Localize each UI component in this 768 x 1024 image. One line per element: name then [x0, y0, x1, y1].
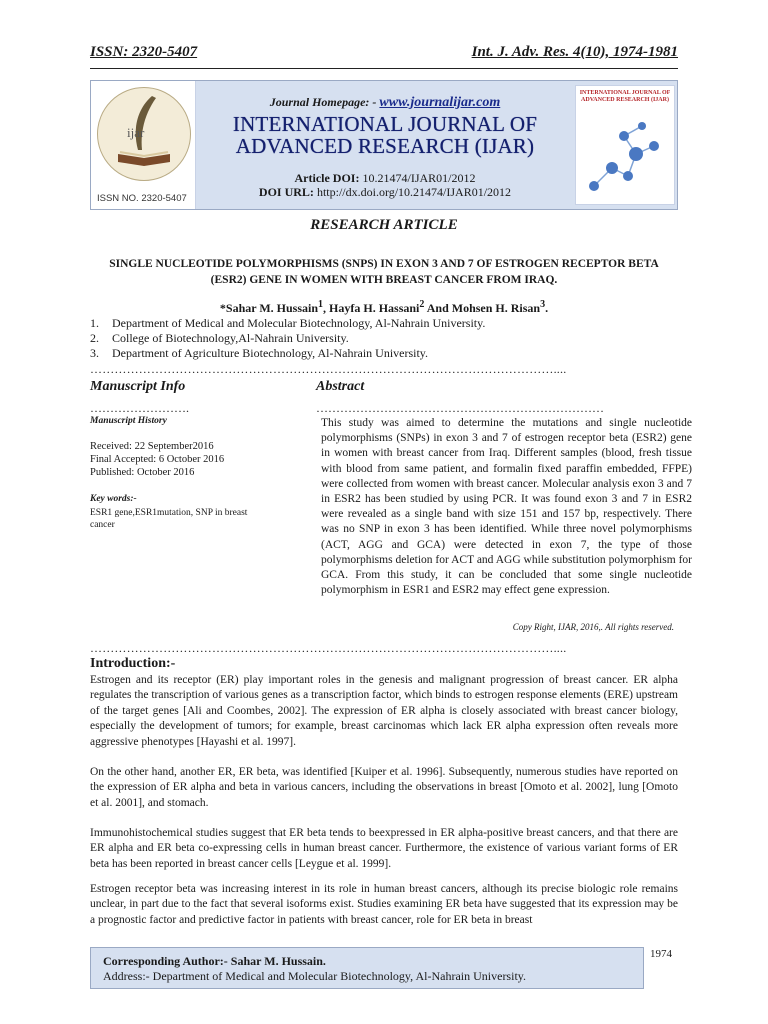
- author-1-affil: 1: [318, 299, 324, 310]
- affiliation-text: Department of Medical and Molecular Biotechnology, Al-Nahrain University.: [112, 316, 486, 330]
- journal-logo: [91, 81, 196, 209]
- introduction-heading: Introduction:-: [90, 656, 176, 671]
- abstract-dots: ………………………………………………………………: [316, 401, 604, 415]
- intro-paragraph-2: On the other hand, another ER, ER beta, was identified [Kuiper et al. 1996]. Subsequently, numerous studies have reported on the expression of ER alpha and beta in various cancers, including the observations in breast [Omoto et al. 2002], lung [Omoto et al. 2001], and stomach.: [90, 766, 678, 809]
- doi-url-link[interactable]: http://dx.doi.org/10.21474/IJAR01/2012: [316, 185, 512, 199]
- corresponding-address: Address:- Department of Medical and Molecular Biotechnology, Al-Nahrain University.: [103, 969, 526, 983]
- manuscript-info-dots: …………………….: [90, 401, 189, 415]
- article-title: SINGLE NUCLEOTIDE POLYMORPHISMS (SNPS) IN EXON 3 AND 7 OF ESTROGEN RECEPTOR BETA (ESR2) GENE IN WOMEN WITH BREAST CANCER FROM IRAQ.: [109, 258, 659, 286]
- affiliation-number: 2.: [90, 331, 99, 345]
- logo-issn: ISSN NO. 2320-5407: [97, 193, 187, 204]
- received-date: Received: 22 September2016: [90, 441, 214, 452]
- molecule-graphic-icon: [584, 116, 666, 200]
- author-1: *Sahar M. Hussain: [219, 301, 319, 315]
- corresponding-author-box: [90, 947, 644, 989]
- journal-cover-thumbnail: [575, 85, 675, 205]
- separator-dots: ……………………………………………………………………………………………………....: [90, 641, 567, 655]
- doi-value: 10.21474/IJAR01/2012: [362, 171, 476, 185]
- author-2-affil: 2: [419, 299, 425, 310]
- intro-paragraph-1: Estrogen and its receptor (ER) play important roles in the genesis and malignant progression of breast cancer. ER alpha regulates the transcription of various genes as a transcription factor, which binds to estrogen response elements (ERE) upstream of the target genes [Ali and Coombes, 2002]. The expression of ER alpha is closely associated with breast cancer biology, especially the development of tumors; for example, breast carcinomas which lack ER alpha expression often reveals more aggressive phenotypes [Hayashi et al. 1997].: [90, 674, 678, 748]
- journal-homepage: [195, 95, 575, 111]
- page-number: 1974: [650, 948, 672, 960]
- author-sep-2: And: [424, 301, 452, 315]
- accepted-date: Final Accepted: 6 October 2016: [90, 454, 225, 465]
- intro-paragraph-4: Estrogen receptor beta was increasing interest in its role in human breast cancers, although its precise biologic role remains unclear, in part due to the fact that several isoforms exist. Studies examining ER beta have suggested that its expression may be a prognostic factor and predictive factor in patients with breast cancer, role for ER beta in breast: [90, 883, 678, 926]
- keywords-label: Key words:-: [90, 494, 137, 504]
- affiliation-1: [90, 316, 485, 331]
- journal-name-line2: ADVANCED RESEARCH (IJAR): [235, 134, 535, 158]
- homepage-prefix: Journal Homepage: -: [269, 95, 377, 109]
- doi-url: [195, 185, 575, 200]
- published-date: Published: October 2016: [90, 467, 195, 478]
- author-3-affil: 3: [540, 299, 546, 310]
- keywords-value: ESR1 gene,ESR1mutation, SNP in breast cancer: [90, 508, 248, 530]
- affiliation-text: College of Biotechnology,Al-Nahrain University.: [112, 331, 349, 345]
- manuscript-history-label: Manuscript History: [90, 416, 167, 426]
- journal-name-line1: INTERNATIONAL JOURNAL OF: [232, 112, 538, 136]
- author-3: Mohsen H. Risan: [451, 301, 541, 315]
- article-type: RESEARCH ARTICLE: [310, 217, 458, 233]
- separator-dots: ……………………………………………………………………………………………………....: [90, 362, 567, 376]
- cover-title: INTERNATIONAL JOURNAL OF ADVANCED RESEARCH (IJAR): [579, 90, 671, 103]
- manuscript-info-heading: Manuscript Info: [90, 379, 186, 394]
- affiliation-text: Department of Agriculture Biotechnology, Al-Nahrain University.: [112, 346, 429, 360]
- author-end: .: [545, 301, 549, 315]
- affiliation-number: 3.: [90, 346, 99, 360]
- corresponding-author: Corresponding Author:- Sahar M. Hussain.: [103, 954, 326, 968]
- issn-label: ISSN: 2320-5407: [90, 44, 198, 60]
- article-doi: [195, 171, 575, 186]
- abstract-text: This study was aimed to determine the mutations and single nucleotide polymorphisms (SNPs) in exon 3 and 7 of estrogen receptor beta (ESR2) gene in women with breast cancer from Iraq. Different samples (blood, fresh tissue with blood from same patient, and formalin fixed paraffin embedded, FFPE) were collected from women with breast cancer. Molecular analysis exon 3 and 7 in ESR2 has been studied by using PCR. It was found exon 3 and 7 in ESR2 were revealed as a single band with size 151 and 157 bp, respectively. There was no SNP in exon 3 has been identified. While three novel polymorphisms (ACT, AGG and GCA) were detected in exon 7, the type of those polymorphisms deletion for ACT and AGG while substitution polymorphism for GCA. From this study, it can be concluded that some single nucleotide polymorphism in ESR1 and ESR2 may effect gene expression.: [321, 417, 692, 597]
- affiliation-2: [90, 331, 349, 346]
- author-2: Hayfa H. Hassani: [329, 301, 420, 315]
- copyright-notice: Copy Right, IJAR, 2016,. All rights reserved.: [512, 622, 674, 632]
- journal-name: [195, 113, 575, 157]
- intro-paragraph-3: Immunohistochemical studies suggest that ER beta tends to beexpressed in ER alpha-positive breast cancers, and that there are ER alpha and ER beta co-expressing cells in human breast cancer. Furthermore, the existence of various variant forms of ER beta has been reported in breast cancer cells [Leygue et al. 1999].: [90, 827, 678, 870]
- affiliation-number: 1.: [90, 316, 99, 330]
- affiliation-3: [90, 346, 428, 361]
- header-rule: [90, 68, 678, 69]
- author-list: [90, 299, 678, 316]
- logo-text: ijar: [127, 125, 145, 140]
- journal-banner: [90, 80, 678, 210]
- doi-label: Article DOI:: [294, 171, 360, 185]
- homepage-link[interactable]: www.journalijar.com: [379, 95, 501, 110]
- doi-url-label: DOI URL:: [258, 185, 314, 199]
- journal-citation: Int. J. Adv. Res. 4(10), 1974-1981: [471, 44, 678, 60]
- author-sep-1: ,: [323, 301, 330, 315]
- abstract-heading: Abstract: [316, 379, 365, 394]
